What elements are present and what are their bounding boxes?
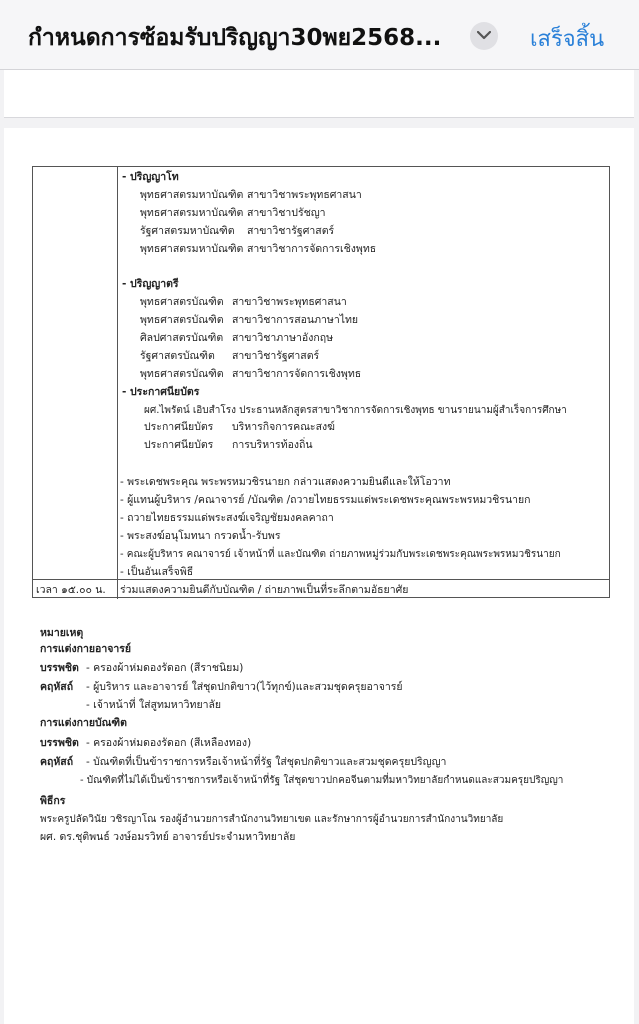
bachelor-major-1: สาขาวิชาพระพุทธศาสนา xyxy=(232,296,347,308)
activity-cell: ร่วมแสดงความยินดีกับบัณฑิต / ถ่ายภาพเป็นที่ระลึกตามอัธยาศัย xyxy=(120,584,409,596)
mc-line-1: พระครูปลัดวินัย วชิรญาโณ รองผู้อำนวยการสำนักงานวิทยาเขต และรักษาการผู้อำนวยการสำนักงานวิทยาลัย xyxy=(40,814,504,825)
ceremony-step: - พระเดชพระคุณ พระพรหมวชิรนายก กล่าวแสดงความยินดีและให้โอวาท xyxy=(120,476,451,488)
grad-laity-text-1: - บัณฑิตที่เป็นข้าราชการหรือเจ้าหน้าที่รัฐ ใส่ชุดปกติขาวและสวมชุดครุยปริญญา xyxy=(86,756,447,768)
mc-title: พิธีกร xyxy=(40,795,66,807)
master-degree-1: พุทธศาสตรมหาบัณฑิต xyxy=(140,189,244,201)
master-heading: - ปริญญาโท xyxy=(122,171,179,183)
notes-title: หมายเหตุ xyxy=(40,627,84,639)
master-major-3: สาขาวิชารัฐศาสตร์ xyxy=(247,225,335,237)
bachelor-degree-4: รัฐศาสตรบัณฑิต xyxy=(140,350,215,362)
monks-label: บรรพชิต xyxy=(40,662,79,674)
ceremony-step: - เป็นอันเสร็จพิธี xyxy=(120,566,194,578)
grad-monks-label: บรรพชิต xyxy=(40,737,79,749)
ceremony-step: - ถวายไทยธรรมแด่พระสงฆ์เจริญชัยมงคลคาถา xyxy=(120,512,334,524)
table-row-divider xyxy=(33,579,609,580)
master-degree-4: พุทธศาสตรมหาบัณฑิต xyxy=(140,243,244,255)
time-cell: เวลา ๑๕.๐๐ น. xyxy=(36,584,106,596)
bachelor-major-5: สาขาวิชาการจัดการเชิงพุทธ xyxy=(232,368,362,380)
certificate-major-2: การบริหารท้องถิ่น xyxy=(232,439,313,451)
certificate-heading: - ประกาศนียบัตร xyxy=(122,386,200,398)
master-degree-2: พุทธศาสตรมหาบัณฑิต xyxy=(140,207,244,219)
ceremony-step: - พระสงฆ์อนุโมทนา กรวดน้ำ-รับพร xyxy=(120,530,281,542)
document-title: กำหนดการซ้อมรับปริญญา30พย2568... xyxy=(28,25,442,51)
grad-laity-label: คฤหัสถ์ xyxy=(40,756,74,768)
bachelor-major-2: สาขาวิชาการสอนภาษาไทย xyxy=(232,314,359,326)
certificate-degree-2: ประกาศนียบัตร xyxy=(144,439,214,451)
master-major-1: สาขาวิชาพระพุทธศาสนา xyxy=(247,189,362,201)
bachelor-degree-5: พุทธศาสตรบัณฑิต xyxy=(140,368,224,380)
bachelor-degree-2: พุทธศาสตรบัณฑิต xyxy=(140,314,224,326)
table-column-divider xyxy=(117,167,118,599)
title-menu-button[interactable] xyxy=(470,22,498,50)
laity-label: คฤหัสถ์ xyxy=(40,681,74,693)
done-button[interactable]: เสร็จสิ้น xyxy=(530,27,605,52)
grad-dress-title: การแต่งกายบัณฑิต xyxy=(40,717,127,729)
bachelor-degree-3: ศิลปศาสตรบัณฑิต xyxy=(140,332,224,344)
staff-dress-title: การแต่งกายอาจารย์ xyxy=(40,643,132,655)
bachelor-degree-1: พุทธศาสตรบัณฑิต xyxy=(140,296,224,308)
mc-line-2: ผศ. ดร.ชุติพนธ์ วงษ์อมรวิทย์ อาจารย์ประจำมหาวิทยาลัย xyxy=(40,831,296,843)
certificate-major-1: บริหารกิจการคณะสงฆ์ xyxy=(232,421,335,433)
grad-monks-text: - ครองผ้าห่มดองรัดอก (สีเหลืองทอง) xyxy=(86,737,252,749)
master-major-4: สาขาวิชาการจัดการเชิงพุทธ xyxy=(247,243,377,255)
nav-bar xyxy=(0,0,639,70)
certificate-announcer: ผศ.ไพรัตน์ เอิบสำโรง ประธานหลักสูตรสาขาวิชาการจัดการเชิงพุทธ ขานรายนามผู้สำเร็จการศึกษา xyxy=(144,405,567,416)
bachelor-major-4: สาขาวิชารัฐศาสตร์ xyxy=(232,350,320,362)
grad-laity-text-2: - บัณฑิตที่ไม่ได้เป็นข้าราชการหรือเจ้าหน้าที่รัฐ ใส่ชุดขาวปกคอจีนตามที่มหาวิทยาลัยกำหนดและสวมครุยปริญญา xyxy=(80,775,564,786)
chevron-down-icon xyxy=(477,31,491,40)
staff-monks-text: - ครองผ้าห่มดองรัดอก (สีราชนิยม) xyxy=(86,662,244,674)
staff-laity-text-1: - ผู้บริหาร และอาจารย์ ใส่ชุดปกติขาว(ไว้ทุกข์)และสวมชุดครุยอาจารย์ xyxy=(86,681,403,693)
certificate-degree-1: ประกาศนียบัตร xyxy=(144,421,214,433)
bachelor-major-3: สาขาวิชาภาษาอังกฤษ xyxy=(232,332,334,344)
bachelor-heading: - ปริญญาตรี xyxy=(122,278,179,290)
ceremony-step: - คณะผู้บริหาร คณาจารย์ เจ้าหน้าที่ และบัณฑิต ถ่ายภาพหมู่ร่วมกับพระเดชพระคุณพระพรหมวชิรนายก xyxy=(120,549,561,560)
previous-page xyxy=(4,70,634,118)
master-major-2: สาขาวิชาปรัชญา xyxy=(247,207,326,219)
master-degree-3: รัฐศาสตรมหาบัณฑิต xyxy=(140,225,235,237)
ceremony-step: - ผู้แทนผู้บริหาร /คณาจารย์ /บัณฑิต /ถวายไทยธรรมแด่พระเดชพระคุณพระพรหมวชิรนายก xyxy=(120,494,531,506)
staff-laity-text-2: - เจ้าหน้าที่ ใส่สูทมหาวิทยาลัย xyxy=(86,699,222,711)
